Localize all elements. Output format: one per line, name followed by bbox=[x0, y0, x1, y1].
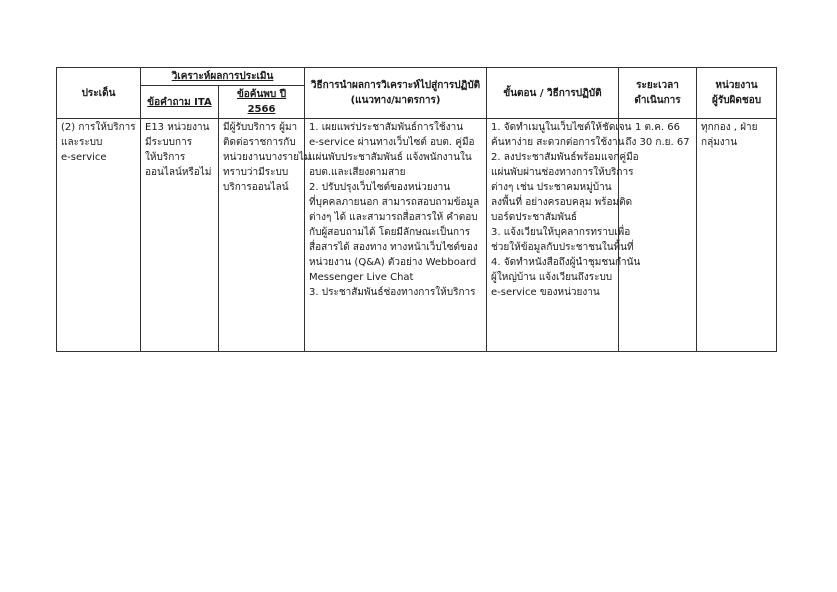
cell-line: ค้นหาง่าย สะดวกต่อการใช้งาน bbox=[491, 137, 625, 148]
cell-line: ทราบว่ามีระบบ bbox=[223, 167, 289, 178]
cell-line: 3. ประชาสัมพันธ์ช่องทางการให้บริการ bbox=[309, 287, 476, 298]
cell-line: ติดต่อราชการกับ bbox=[223, 137, 296, 148]
cell-line: แผ่นพับผ่านช่องทางการให้บริการ bbox=[491, 167, 634, 178]
header-period-line: ดำเนินการ bbox=[634, 95, 681, 106]
header-unit-line: ผู้รับผิดชอบ bbox=[711, 95, 762, 106]
header-unit-line: หน่วยงาน bbox=[715, 80, 758, 91]
cell-line: ต่างๆ ได้ และสามารถสื่อสารให้ คำตอบ bbox=[309, 212, 478, 223]
cell-line: e-service ของหน่วยงาน bbox=[491, 287, 600, 298]
header-finding: ข้อค้นพบ ปี 2566 bbox=[219, 86, 305, 119]
cell-line: 4. จัดทำหนังสือถึงผู้นำชุมชนกำนัน bbox=[491, 257, 641, 268]
cell-line: e-service ผ่านทางเว็บไซต์ อบต. คู่มือ bbox=[309, 137, 475, 148]
cell-line: Messenger Live Chat bbox=[309, 272, 414, 283]
cell-line: หน่วยงานบางรายไม่ bbox=[223, 152, 311, 163]
cell-line: บอร์ดประชาสัมพันธ์ bbox=[491, 212, 577, 223]
cell-line: แผ่นพับประชาสัมพันธ์ แจ้งพนักงานใน bbox=[309, 152, 472, 163]
header-issue: ประเด็น bbox=[57, 68, 141, 119]
cell-line: สื่อสารได้ สองทาง ทางหน้าเว็บไซต์ของ bbox=[309, 242, 478, 253]
cell-line: มีระบบการ bbox=[145, 137, 193, 148]
cell-line: 3. แจ้งเวียนให้บุคลากรทราบเพื่อ bbox=[491, 227, 631, 238]
cell-line: e-service bbox=[61, 152, 107, 163]
cell-line: ให้บริการ bbox=[145, 152, 186, 163]
cell-line: กับผู้สอบถามได้ โดยมีลักษณะเป็นการ bbox=[309, 227, 471, 238]
cell-unit bbox=[697, 119, 777, 352]
cell-line: ผู้ใหญ่บ้าน แจ้งเวียนถึงระบบ bbox=[491, 272, 613, 283]
cell-line: ถึง 30 ก.ย. 67 bbox=[625, 137, 690, 148]
cell-line: ที่บุคคลภายนอก สามารถสอบถามข้อมูล bbox=[309, 197, 480, 208]
cell-line: (2) การให้บริการ bbox=[61, 122, 136, 133]
cell-line: 2. ปรับปรุงเว็บไซต์ของหน่วยงาน bbox=[309, 182, 451, 193]
cell-line: 1 ต.ค. 66 bbox=[635, 122, 681, 133]
cell-line: และระบบ bbox=[61, 137, 103, 148]
header-period bbox=[619, 68, 697, 119]
header-question: ข้อคำถาม ITA bbox=[141, 86, 219, 119]
header-row-1 bbox=[57, 68, 777, 86]
cell-line: ต่างๆ เช่น ประชาคมหมู่บ้าน bbox=[491, 182, 612, 193]
cell-line: ช่วยให้ข้อมูลกับประชาชนในพื้นที่ bbox=[491, 242, 634, 253]
cell-line: ออนไลน์หรือไม่ bbox=[145, 167, 212, 178]
header-method-line: วิธีการนำผลการวิเคราะห์ไปสู่การปฏิบัติ bbox=[310, 80, 481, 91]
cell-line: หน่วยงาน (Q&A) ตัวอย่าง Webboard bbox=[309, 257, 477, 268]
table-row bbox=[57, 119, 777, 352]
cell-line: E13 หน่วยงาน bbox=[145, 122, 210, 133]
cell-line: บริการออนไลน์ bbox=[223, 182, 289, 193]
cell-line: อบต.และเสียงตามสาย bbox=[309, 167, 406, 178]
cell-line: มีผู้รับบริการ ผู้มา bbox=[223, 122, 298, 133]
cell-steps bbox=[487, 119, 641, 352]
cell-line: ทุกกอง , ฝ่าย bbox=[701, 122, 758, 133]
cell-line: ลงพื้นที่ อย่างครอบคลุม พร้อมติด bbox=[491, 197, 633, 208]
cell-line: 1. จัดทำเมนูในเว็บไซต์ให้ชัดเจน bbox=[491, 122, 632, 133]
cell-line: 2. ลงประชาสัมพันธ์พร้อมแจกคู่มือ bbox=[491, 152, 639, 163]
header-method bbox=[305, 68, 487, 119]
cell-issue bbox=[57, 119, 141, 352]
action-plan-table bbox=[56, 67, 777, 352]
cell-line: 1. เผยแพร่ประชาสัมพันธ์การใช้งาน bbox=[309, 122, 464, 133]
cell-method bbox=[305, 119, 487, 352]
cell-finding bbox=[219, 119, 311, 352]
header-method-line: (แนวทาง/มาตรการ) bbox=[350, 95, 441, 106]
cell-question bbox=[141, 119, 219, 352]
header-steps: ขั้นตอน / วิธีการปฏิบัติ bbox=[487, 68, 619, 119]
cell-line: กลุ่มงาน bbox=[701, 137, 738, 148]
header-analysis: วิเคราะห์ผลการประเมิน bbox=[141, 68, 305, 86]
header-unit bbox=[697, 68, 777, 119]
header-period-line: ระยะเวลา bbox=[636, 80, 679, 91]
